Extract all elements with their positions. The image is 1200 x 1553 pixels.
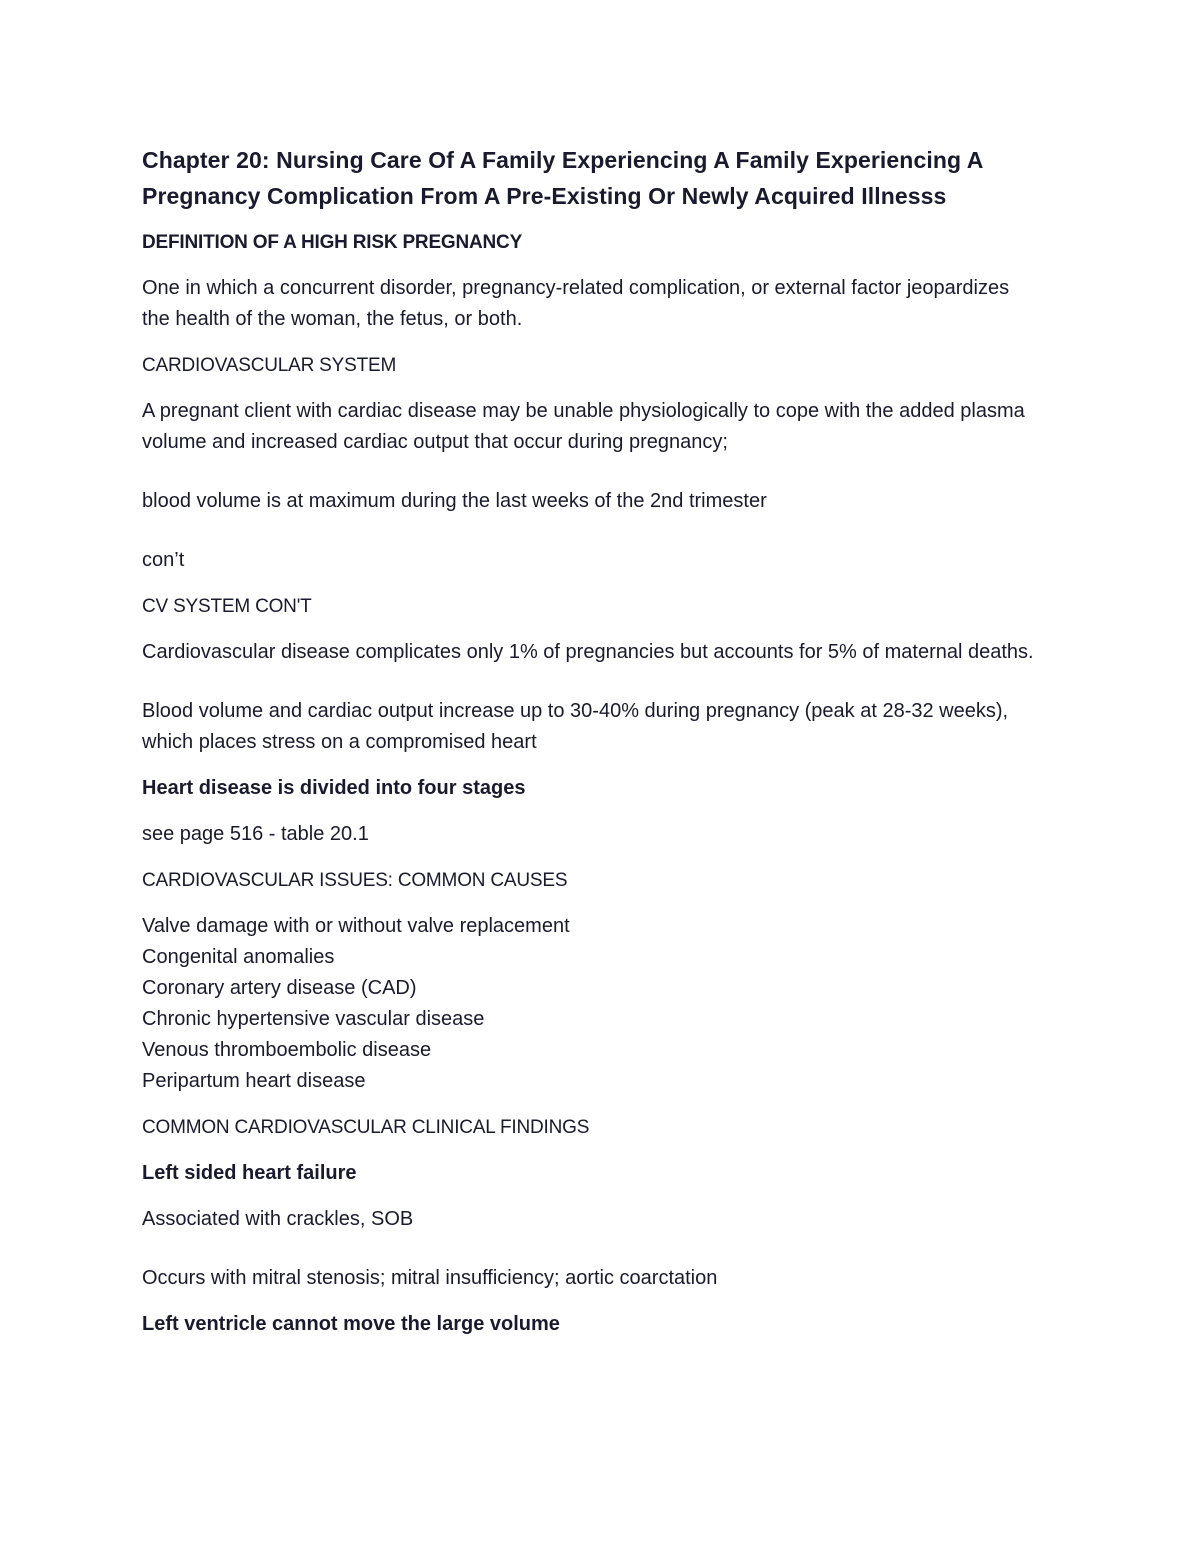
chapter-title-line-2: Pregnancy Complication From A Pre-Existing Or Newly Acquired Illnesss	[142, 183, 947, 209]
heading-left-ventricle: Left ventricle cannot move the large volume	[142, 1313, 560, 1335]
paragraph-cardiovascular-1: A pregnant client with cardiac disease may be unable physiologically to cope with the added plasma volume and increased cardiac output that occur during pregnancy;	[142, 400, 1025, 453]
list-item: Peripartum heart disease	[142, 1070, 366, 1092]
chapter-title-line-1: Chapter 20: Nursing Care Of A Family Experiencing A Family Experiencing A	[142, 147, 984, 173]
heading-clinical-findings: COMMON CARDIOVASCULAR CLINICAL FINDINGS	[142, 1117, 590, 1138]
chapter-title	[142, 142, 1042, 214]
paragraph-definition: One in which a concurrent disorder, pregnancy-related complication, or external factor jeopardizes the health of the woman, the fetus, or both.	[142, 277, 1010, 330]
list-item: Venous thromboembolic disease	[142, 1039, 432, 1061]
heading-left-sided-heart-failure: Left sided heart failure	[142, 1162, 357, 1184]
heading-definition: DEFINITION OF A HIGH RISK PREGNANCY	[142, 232, 523, 253]
paragraph-cv-cont-2: Blood volume and cardiac output increase up to 30-40% during pregnancy (peak at 28-32 weeks), which places stress on a compromised heart	[142, 700, 1009, 753]
list-item: Coronary artery disease (CAD)	[142, 977, 417, 999]
list-item: Chronic hypertensive vascular disease	[142, 1008, 485, 1030]
paragraph-cv-cont-1: Cardiovascular disease complicates only 1% of pregnancies but accounts for 5% of maternal deaths.	[142, 641, 1034, 663]
list-item: Valve damage with or without valve replacement	[142, 915, 570, 937]
paragraph-cont: con’t	[142, 549, 185, 571]
heading-four-stages: Heart disease is divided into four stages	[142, 777, 526, 799]
heading-common-causes: CARDIOVASCULAR ISSUES: COMMON CAUSES	[142, 870, 568, 891]
list-item: Congenital anomalies	[142, 946, 335, 968]
document-body	[142, 142, 1042, 1355]
causes-list	[142, 911, 1042, 1097]
paragraph-see-page: see page 516 - table 20.1	[142, 823, 369, 845]
paragraph-cardiovascular-2: blood volume is at maximum during the last weeks of the 2nd trimester	[142, 490, 767, 512]
heading-cardiovascular-system: CARDIOVASCULAR SYSTEM	[142, 355, 397, 376]
paragraph-mitral: Occurs with mitral stenosis; mitral insufficiency; aortic coarctation	[142, 1267, 718, 1289]
paragraph-crackles: Associated with crackles, SOB	[142, 1208, 414, 1230]
heading-cv-system-cont: CV SYSTEM CON'T	[142, 596, 312, 617]
